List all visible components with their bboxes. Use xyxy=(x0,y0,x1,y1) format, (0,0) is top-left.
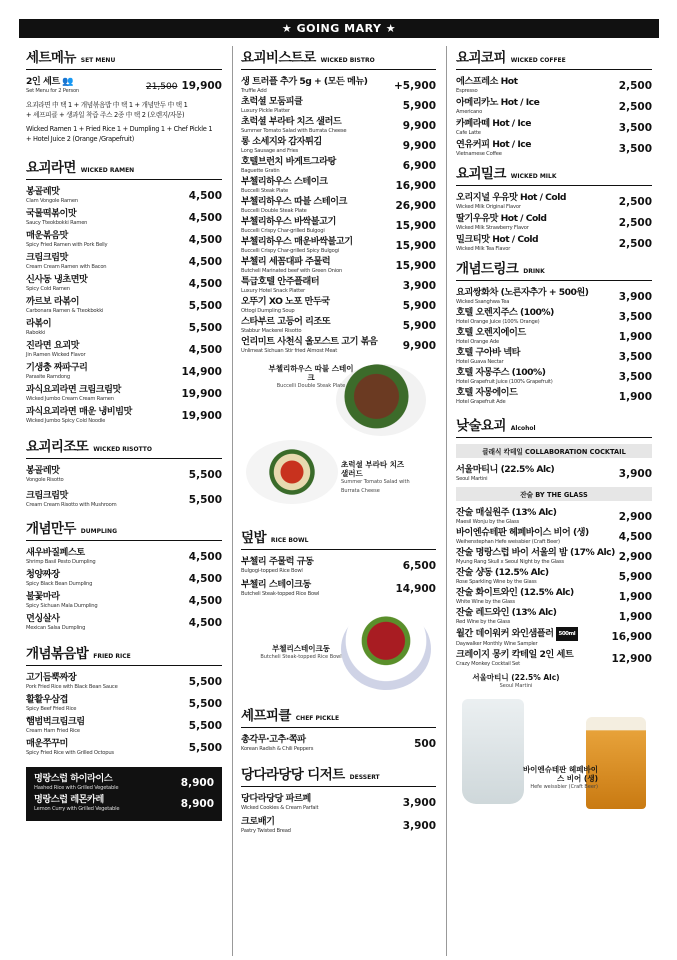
item-price: 15,900 xyxy=(395,260,436,272)
item-price: 6,900 xyxy=(402,160,436,172)
menu-item xyxy=(26,362,222,381)
item-price: 9,900 xyxy=(402,340,436,352)
item-price: 14,900 xyxy=(181,366,222,378)
item-price: 5,900 xyxy=(618,571,652,583)
menu-item xyxy=(456,139,652,158)
item-english-name: Wicked Cookies & Cream Parfait xyxy=(241,805,319,811)
item-english-name: Butcheli Marinated beef with Green Onion xyxy=(241,268,343,274)
item-price: 2,500 xyxy=(618,101,652,113)
item-price: 16,900 xyxy=(395,180,436,192)
item-price: 4,500 xyxy=(188,212,222,224)
item-price: 1,900 xyxy=(618,331,652,343)
item-name: 햄범벅크림크림 xyxy=(26,716,85,727)
item-name: 라볶이 xyxy=(26,318,52,329)
item-price: 3,900 xyxy=(402,797,436,809)
item-price: 5,500 xyxy=(188,698,222,710)
risotto-section: 요괴리조또 WICKED RISOTTO 봉골레맛 Vongole Risotto 5,500 크림크림맛 Cream Cream Risotto with Mushroom 5,500 xyxy=(26,435,222,509)
item-name: 과식요괴라면 크림크림맛 xyxy=(26,384,121,395)
item-name: 특급호텔 안주플래터 xyxy=(241,276,320,287)
item-english-name: Baguette Gratin xyxy=(241,168,280,174)
item-english-name: Carbonara Ramen & Tteokbokki xyxy=(26,308,104,314)
item-name: 부첼리 스테이크동 xyxy=(241,579,311,590)
item-price: 14,900 xyxy=(395,583,436,595)
item-name: 잔술 레드와인 (13% Alc) xyxy=(456,607,557,618)
item-price: 5,500 xyxy=(188,494,222,506)
menu-item xyxy=(456,327,652,346)
item-price: 5,900 xyxy=(402,100,436,112)
menu-item xyxy=(26,591,222,610)
item-name: 오리지널 우유맛 Hot / Cold xyxy=(456,192,566,203)
menu-item xyxy=(456,213,652,232)
item-price: 19,900 xyxy=(181,410,222,422)
item-price: 9,900 xyxy=(402,140,436,152)
item-english-name: Clam Vongole Ramen xyxy=(26,198,78,204)
menu-item xyxy=(456,192,652,211)
item-name: 부첼리 세꼼대파 주물럭 xyxy=(241,256,331,267)
menu-item xyxy=(241,216,436,235)
item-price: 1,900 xyxy=(618,611,652,623)
menu-item xyxy=(456,234,652,253)
item-name: 호텔 자몽주스 (100%) xyxy=(456,367,546,378)
item-price: 3,900 xyxy=(618,468,652,480)
set-description: 요괴라면 中 택 1 + 개념볶음밥 中 택 1 + 개념만두 中 택 1 + 셰프피클 + 생과일 착즙 주스 2종 中 택 2 (오렌지/자몽) Wicked Ramen 1 + Fried Rice 1 + Dumpling 1 + Chef Pickle 1 + Hotel Juice 2 (Orange /Grapefruit) xyxy=(26,101,213,143)
menu-item xyxy=(26,613,222,632)
menu-item xyxy=(26,569,222,588)
item-price: 5,500 xyxy=(188,676,222,688)
menu-item xyxy=(456,464,652,483)
column-left xyxy=(26,46,222,821)
item-name: 서울마티니 (22.5% Alc) xyxy=(456,464,555,475)
item-english-name: Crazy Monkey Cocktail Set xyxy=(456,661,520,667)
item-english-name: Wicked Milk Original Flavor xyxy=(456,204,521,210)
menu-item xyxy=(241,76,436,95)
item-name: 크림크림맛 xyxy=(26,490,68,501)
martini-glass-photo xyxy=(462,699,524,804)
item-name: 호텔 자몽에이드 xyxy=(456,387,518,398)
item-english-name: Wicked Milk Strawberry Flavor xyxy=(456,225,529,231)
item-english-name: Cafe Latte xyxy=(456,130,481,136)
item-name: 매운볶음맛 xyxy=(26,230,68,241)
menu-item xyxy=(26,672,222,691)
item-name: 불꽃마라 xyxy=(26,591,60,602)
item-name: 카페라떼 Hot / Ice xyxy=(456,118,531,129)
menu-item: 2인 세트 👥 Set Menu for 2 Person 21,500 19,900 xyxy=(26,76,222,94)
menu-item xyxy=(34,773,214,792)
menu-item xyxy=(26,716,222,735)
item-name: 과식요괴라면 매운 냉비빔맛 xyxy=(26,406,132,417)
column-right xyxy=(456,46,652,809)
item-english-name: Mexican Salsa Dumpling xyxy=(26,625,86,631)
item-name: 뎐싱살사 xyxy=(26,613,60,624)
menu-item xyxy=(456,287,652,306)
menu-item xyxy=(456,507,652,526)
item-english-name: Weihenstephan Hefe weissbier (Craft Beer) xyxy=(456,539,560,545)
item-name: 크로배기 xyxy=(241,816,275,827)
header-bar xyxy=(19,19,659,38)
item-price: 4,500 xyxy=(188,551,222,563)
item-name: 매운쭈꾸미 xyxy=(26,738,68,749)
item-price: 3,900 xyxy=(402,820,436,832)
item-name: 명랑스럽 하이라이스 xyxy=(34,773,113,784)
menu-item xyxy=(26,186,222,205)
item-name: 국물떡볶이맛 xyxy=(26,208,77,219)
item-english-name: Luxury Pickle Platter xyxy=(241,108,290,114)
drink-section: 개념드링크 DRINK 요괴쌍화차 (노른자추가 + 500원) Wicked Ssanghwa Tea 3,900 호텔 오렌지주스 (100%) Hotel Orange Juice (100% Orange) 3,500 호텔 오렌지에이드 Hotel Orange Ade 1,900 호텔 구아바 넥타 Hotel Guava Nectar 3,500 호텔 자몽주스 (100%) Hotel Grapefruit Juice (100% Grapefruit) 3,500 호텔 자몽에이드 Hotel Grapefruit Ade 1,900 xyxy=(456,257,652,406)
item-english-name: Myung Rang Skull x Seoul Night by the Glass xyxy=(456,559,564,565)
menu-item xyxy=(241,336,436,355)
item-english-name: Spicy Beef Fried Rice xyxy=(26,706,77,712)
item-name: 새우바질페스토 xyxy=(26,547,85,558)
item-price: 4,500 xyxy=(618,531,652,543)
item-english-name: Spicy Fried Rice with Grilled Octopus xyxy=(26,750,114,756)
item-english-name: Seoul Martini xyxy=(456,476,488,482)
item-name: 까르보 라볶이 xyxy=(26,296,79,307)
item-english-name: Spicy Cold Ramen xyxy=(26,286,70,292)
item-english-name: Spicy Sichuan Mala Dumpling xyxy=(26,603,98,609)
menu-item xyxy=(456,76,652,95)
item-price: 5,500 xyxy=(188,300,222,312)
item-english-name: Wicked Ssanghwa Tea xyxy=(456,299,510,305)
item-name: 바이엔슈테판 헤페바이스 비어 (생) xyxy=(456,527,589,538)
item-price: 2,900 xyxy=(618,511,652,523)
item-price: 3,500 xyxy=(618,371,652,383)
item-english-name: Wicked Jumbo Spicy Cold Noodle xyxy=(26,418,106,424)
item-price: 4,500 xyxy=(188,617,222,629)
menu-item xyxy=(26,318,222,337)
rice-bowl-photo-area: 부첼리스테이크동 Butcheli Steak-topped Rice Bowl xyxy=(241,602,436,702)
menu-item xyxy=(456,627,652,648)
menu-item xyxy=(241,116,436,135)
menu-item xyxy=(456,527,652,546)
set-menu-section xyxy=(26,46,222,144)
divider xyxy=(232,46,233,956)
item-english-name: Buccelli Crispy Char-grilled Bulgogi xyxy=(241,228,325,234)
menu-item xyxy=(456,607,652,626)
item-english-name: Red Wine by the Glass xyxy=(456,619,511,625)
menu-item xyxy=(26,738,222,757)
item-price: 8,900 xyxy=(180,777,214,789)
chef-pickle-section: 셰프피클 CHEF PICKLE 총각무·고추·쪽파 Korean Radish & Chili Peppers 500 xyxy=(241,704,436,753)
item-name: 봉골레맛 xyxy=(26,186,60,197)
menu-item xyxy=(26,296,222,315)
item-english-name: Hotel Grapefruit Juice (100% Grapefruit) xyxy=(456,379,553,385)
item-name: 호텔 구아바 넥타 xyxy=(456,347,521,358)
item-name: 잔술 명랑스럽 바이 서울의 밤 (17% Alc) xyxy=(456,547,615,558)
item-name: 활활우삼겹 xyxy=(26,694,68,705)
item-name: 부첼리 주물럭 규동 xyxy=(241,556,314,567)
menu-item xyxy=(241,196,436,215)
menu-item xyxy=(241,236,436,255)
item-name: 명랑스럽 레몬카레 xyxy=(34,794,104,805)
item-english-name: Korean Radish & Chili Peppers xyxy=(241,746,314,752)
item-english-name: Butcheli Steak-topped Rice Bowl xyxy=(241,591,320,597)
menu-item xyxy=(456,547,652,566)
item-name: 부첼리하우스 매운바싹불고기 xyxy=(241,236,353,247)
menu-item xyxy=(241,579,436,598)
column-middle xyxy=(241,46,436,839)
item-english-name: Spicy Fried Ramen with Pork Belly xyxy=(26,242,108,248)
bowl-photo xyxy=(341,608,431,690)
item-name: 잔술 매실원주 (13% Alc) xyxy=(456,507,557,518)
item-price: 3,500 xyxy=(618,311,652,323)
menu-item xyxy=(26,547,222,566)
bistro-section: 요괴비스트로 WICKED BISTRO 생 트러플 추가 5g + (모든 메뉴) Truffle Add +5,900 초럭셜 모둠피클 Luxury Pickle Platter 5,900 초럭셜 부라타 치즈 샐러드 Summer Tomato Salad with Burrata Cheese 9,900 롱 소세지와 감자튀김 Long Sausage and Fries 9,900 호텔브런치 바게트그라탕 Baguette Gratin 6,900 부첼리하우스 스테이크 Buccelli Steak Plate 16,900 부첼리하우스 따블 스테이크 Buccelli Double Steak Plate 26,900 부첼리하우스 바싹불고기 Buccelli Crispy Char-grilled Bulgogi 15,900 부첼리하우스 매운바싹불고기 Buccelli Crispy Char-grilled Spicy Bulgogi 15,900 부첼리 세꼼대파 주물럭 Butcheli Marinated beef with Green Onion 15,900 특급호텔 안주플래터 Luxury Hotel Snack Platter 3,900 오뚜기 XO 노포 만두국 Ottogi Dumpling Soup 5,900 스타부르 고등어 리조또 Stabbur Mackerel Risotto 5,900 언리미트 사천식 올모스트 고기 볶음 Unlimeat Sichuan Stir fried Almost Meat 9,900 부첼리하우스 따블 스테이크 Buccelli Double Steak Plate 초럭셜 부라타 치즈 샐러드 Summer Tomato Salad with Burrata Cheese xyxy=(241,46,436,526)
item-price: 2,500 xyxy=(618,80,652,92)
item-english-name: Saucy Tteokbokki Ramen xyxy=(26,220,88,226)
salad-photo xyxy=(246,440,338,504)
item-price: 4,500 xyxy=(188,278,222,290)
item-name: 초럭셜 모둠피클 xyxy=(241,96,303,107)
item-price: 1,900 xyxy=(618,391,652,403)
item-price: 4,500 xyxy=(188,256,222,268)
item-english-name: White Wine by the Glass xyxy=(456,599,515,605)
dessert-section: 당다라당당 디저트 DESSERT 당다라당당 파르페 Wicked Cookies & Cream Parfait 3,900 크로배기 Pastry Twisted Bread 3,900 xyxy=(241,763,436,835)
ramen-section: 요괴라면 WICKED RAMEN 봉골레맛 Clam Vongole Ramen 4,500 국물떡볶이맛 Saucy Tteokbokki Ramen 4,500 매운볶음맛 Spicy Fried Ramen with Pork Belly 4,500 크림크림맛 Cream Cream Ramen with Bacon 4,500 신사동 냉초면맛 Spicy Cold Ramen 4,500 까르보 라볶이 Carbonara Ramen & Tteokbokki 5,500 라볶이 Rabokki 5,500 진라면 요괴맛 Jin Ramen Wicked Flavor 4,500 기생충 짜파구리 Parasite Ramdong 14,900 과식요괴라면 크림크림맛 Wicked Jumbo Cream Cream Ramen 19,900 과식요괴라면 매운 냉비빔맛 Wicked Jumbo Spicy Cold Noodle 19,900 xyxy=(26,156,222,425)
item-price: 9,900 xyxy=(402,120,436,132)
item-name: 기생충 짜파구리 xyxy=(26,362,88,373)
item-name: 언리미트 사천식 올모스트 고기 볶음 xyxy=(241,336,378,347)
menu-item xyxy=(241,556,436,575)
item-price: 4,500 xyxy=(188,595,222,607)
item-price: 2,500 xyxy=(618,217,652,229)
menu-item xyxy=(26,694,222,713)
item-name: 부첼리하우스 스테이크 xyxy=(241,176,328,187)
item-price: 3,500 xyxy=(618,122,652,134)
item-price: 5,500 xyxy=(188,720,222,732)
menu-item xyxy=(241,136,436,155)
item-price: 4,500 xyxy=(188,190,222,202)
item-name: 크레이지 몽키 칵테일 2인 세트 xyxy=(456,649,574,660)
item-price: 2,500 xyxy=(618,238,652,250)
people-icon: 👥 xyxy=(62,76,74,87)
menu-item xyxy=(456,97,652,116)
menu-item xyxy=(241,816,436,835)
menu-item xyxy=(241,176,436,195)
item-price: 15,900 xyxy=(395,220,436,232)
item-name: 잔술 화이트와인 (12.5% Alc) xyxy=(456,587,574,598)
item-name: 청양짜장 xyxy=(26,569,60,580)
item-name: 롱 소세지와 감자튀김 xyxy=(241,136,322,147)
item-name: 봉골레맛 xyxy=(26,465,60,476)
item-english-name: Summer Tomato Salad with Burrata Cheese xyxy=(241,128,347,134)
item-english-name: Hotel Guava Nectar xyxy=(456,359,504,365)
item-name: 호텔 오렌지주스 (100%) xyxy=(456,307,554,318)
item-name: 생 트러플 추가 5g + (모든 메뉴) xyxy=(241,76,368,87)
item-price: 26,900 xyxy=(395,200,436,212)
item-english-name: Espresso xyxy=(456,88,478,94)
menu-item xyxy=(26,252,222,271)
dumpling-section: 개념만두 DUMPLING 새우바질페스토 Shrimp Basil Pesto Dumpling 4,500 청양짜장 Spicy Black Bean Dumpling 4,500 불꽃마라 Spicy Sichuan Mala Dumpling 4,500 뎐싱살사 Mexican Salsa Dumpling 4,500 xyxy=(26,517,222,632)
item-english-name: Vietnamese Coffee xyxy=(456,151,502,157)
item-english-name: Pork Fried Rice with Black Bean Sauce xyxy=(26,684,118,690)
beer-glass-photo xyxy=(586,717,646,809)
item-english-name: Hotel Orange Juice (100% Orange) xyxy=(456,319,540,325)
item-name: 크림크림맛 xyxy=(26,252,68,263)
item-name: 월간 데이워커 와인샘플러 xyxy=(456,628,554,639)
item-english-name: Stabbur Mackerel Risotto xyxy=(241,328,302,334)
item-price: 3,500 xyxy=(618,351,652,363)
item-price: 2,900 xyxy=(618,551,652,563)
item-name: 아메리카노 Hot / Ice xyxy=(456,97,540,108)
item-name: 총각무·고추·쪽파 xyxy=(241,734,306,745)
menu-item xyxy=(241,296,436,315)
special-box xyxy=(26,767,222,821)
fried-rice-section: 개념볶음밥 FRIED RICE 고기듬뿍짜장 Pork Fried Rice with Black Bean Sauce 5,500 활활우삼겹 Spicy Beef Fried Rice 5,500 햄범벅크림크림 Cream Ham Fried Rice 5,500 매운쭈꾸미 Spicy Fried Rice with Grilled Octopus 5,500 명랑스럽 하이라이스 Hashed Rice with Grilled Vegetable 8,900 명랑스럽 레몬카레 Lemon Curry with Grilled Vegetable 8,900 xyxy=(26,642,222,821)
item-english-name: Daywalker Monthly Wine Sampler xyxy=(456,641,538,647)
item-english-name: Pastry Twisted Bread xyxy=(241,828,291,834)
item-english-name: Wicked Jumbo Cream Cream Ramen xyxy=(26,396,114,402)
item-name: 요괴쌍화차 (노른자추가 + 500원) xyxy=(456,287,589,298)
item-english-name: Hotel Grapefruit Ade xyxy=(456,399,506,405)
item-price: +5,900 xyxy=(393,80,436,92)
item-price: 5,500 xyxy=(188,742,222,754)
item-english-name: Ottogi Dumpling Soup xyxy=(241,308,295,314)
item-price: 4,500 xyxy=(188,344,222,356)
item-english-name: Truffle Add xyxy=(241,88,267,94)
item-name: 호텔 오렌지에이드 xyxy=(456,327,526,338)
menu-item xyxy=(456,367,652,386)
item-english-name: Buccelli Double Steak Plate xyxy=(241,208,307,214)
item-name: 딸기우유맛 Hot / Cold xyxy=(456,213,547,224)
item-name: 호텔브런치 바게트그라탕 xyxy=(241,156,336,167)
item-name: 고기듬뿍짜장 xyxy=(26,672,77,683)
cocktail-band: 클래식 칵테일 COLLABORATION COCKTAIL xyxy=(456,444,652,458)
menu-item xyxy=(241,96,436,115)
item-english-name: Long Sausage and Fries xyxy=(241,148,299,154)
item-name: 에스프레소 Hot xyxy=(456,76,518,87)
header-title: ★ GOING MARY ★ xyxy=(281,22,397,35)
item-english-name: Wicked Milk Tea Flavor xyxy=(456,246,511,252)
menu-item xyxy=(456,587,652,606)
item-price: 8,900 xyxy=(180,798,214,810)
menu-item xyxy=(26,406,222,425)
item-price: 3,900 xyxy=(402,280,436,292)
item-english-name: Lemon Curry with Grilled Vegetable xyxy=(34,806,120,812)
item-price: 4,500 xyxy=(188,573,222,585)
menu-item xyxy=(26,274,222,293)
item-price: 1,900 xyxy=(618,591,652,603)
glass-band: 잔술 BY THE GLASS xyxy=(456,487,652,501)
menu-item xyxy=(456,118,652,137)
item-name: 2인 세트 👥 xyxy=(26,76,74,87)
divider xyxy=(446,46,447,956)
item-price: 21,500 19,900 xyxy=(145,80,222,92)
bistro-photos: 부첼리하우스 따블 스테이크 Buccelli Double Steak Plate 초럭셜 부라타 치즈 샐러드 Summer Tomato Salad with Burrata Cheese xyxy=(241,356,436,526)
alcohol-section: 낮술요괴 Alcohol 클래식 칵테일 COLLABORATION COCKTAIL 서울마티니 (22.5% Alc) Seoul Martini 3,900 잔술 BY THE GLASS 잔술 매실원주 (13% Alc) Maesil Wonju by the Glass 2,900 바이엔슈테판 헤페바이스 비어 (생) Weihenstephan Hefe weissbier (Craft Beer) 4,500 잔술 명랑스럽 바이 서울의 밤 (17% Alc) Myung Rang Skull x Seoul Night by the Glass 2,900 잔술 샹동 (12.5% Alc) Rose Sparkling Wine by the Glass 5,900 잔술 화이트와인 (12.5% Alc) White Wine by the Glass 1,900 잔술 레드와인 (13% Alc) Red Wine by the Glass 1,900 월간 데이워커 와인샘플러 500ml Daywalker Monthly Wine Sampler 16,900 크레이지 몽키 칵테일 2인 세트 Crazy Monkey Cocktail Set 12,900 서울마티니 (22.5% Alc) Seoul Martini 바이엔슈테판 헤페바이스 비어 (생) Hefe weissbier (Craft Beer) xyxy=(456,414,652,809)
item-english-name: Cream Cream Risotto with Mushroom xyxy=(26,502,117,508)
item-english-name: Buccelli Steak Plate xyxy=(241,188,289,194)
menu-item xyxy=(241,256,436,275)
item-english-name: Cream Cream Ramen with Bacon xyxy=(26,264,107,270)
item-english-name: Parasite Ramdong xyxy=(26,374,70,380)
menu-item xyxy=(26,340,222,359)
item-name: 스타부르 고등어 리조또 xyxy=(241,316,331,327)
item-price: 16,900 xyxy=(611,631,652,643)
item-price: 5,500 xyxy=(188,469,222,481)
menu-item xyxy=(241,276,436,295)
menu-item xyxy=(26,490,222,509)
item-price: 5,900 xyxy=(402,300,436,312)
item-name: 신사동 냉초면맛 xyxy=(26,274,88,285)
drink-photos: 서울마티니 (22.5% Alc) Seoul Martini 바이엔슈테판 헤페바이스 비어 (생) Hefe weissbier (Craft Beer) xyxy=(456,669,652,809)
item-price: 3,500 xyxy=(618,143,652,155)
item-english-name: Cream Ham Fried Rice xyxy=(26,728,80,734)
menu-item xyxy=(26,230,222,249)
item-price: 500 xyxy=(414,738,436,750)
item-english-name: Luxury Hotel Snack Platter xyxy=(241,288,305,294)
item-price: 15,900 xyxy=(395,240,436,252)
item-english-name: Rose Sparkling Wine by the Glass xyxy=(456,579,537,585)
item-english-name: Jin Ramen Wicked Flavor xyxy=(26,352,86,358)
menu-item xyxy=(456,567,652,586)
menu-item xyxy=(456,347,652,366)
item-name: 부첼리하우스 바싹불고기 xyxy=(241,216,336,227)
item-english-name: Buccelli Crispy Char-grilled Spicy Bulgogi xyxy=(241,248,339,254)
item-name: 초럭셜 부라타 치즈 샐러드 xyxy=(241,116,342,127)
menu-item xyxy=(26,208,222,227)
item-english-name: Hashed Rice with Grilled Vegetable xyxy=(34,785,119,791)
coffee-section: 요괴코피 WICKED COFFEE 에스프레소 Hot Espresso 2,500 아메리카노 Hot / Ice Americano 2,500 카페라떼 Hot / Ice Cafe Latte 3,500 연유커피 Hot / Ice Vietnamese Coffee 3,500 xyxy=(456,46,652,158)
item-price: 6,500 xyxy=(402,560,436,572)
milk-section: 요괴밀크 WICKED MILK 오리지널 우유맛 Hot / Cold Wicked Milk Original Flavor 2,500 딸기우유맛 Hot / Cold Wicked Milk Strawberry Flavor 2,500 밀크티맛 Hot / Cold Wicked Milk Tea Flavor 2,500 xyxy=(456,162,652,253)
menu-item xyxy=(241,316,436,335)
old-price: 21,500 xyxy=(145,82,178,92)
menu-item xyxy=(34,794,214,813)
menu-item xyxy=(26,465,222,484)
item-name: 당다라당당 파르페 xyxy=(241,793,311,804)
menu-item xyxy=(26,384,222,403)
item-price: 19,900 xyxy=(181,388,222,400)
menu-item xyxy=(241,156,436,175)
item-english-name: Shrimp Basil Pesto Dumpling xyxy=(26,559,96,565)
item-name: 진라면 요괴맛 xyxy=(26,340,79,351)
item-english-name: Maesil Wonju by the Glass xyxy=(456,519,519,525)
menu-item xyxy=(241,734,436,753)
item-english-name: Bulgogi-topped Rice Bowl xyxy=(241,568,303,574)
item-price: 2,500 xyxy=(618,196,652,208)
item-price: 12,900 xyxy=(611,653,652,665)
menu-item xyxy=(456,387,652,406)
menu-item xyxy=(456,307,652,326)
item-english-name: Rabokki xyxy=(26,330,46,336)
volume-tag: 500ml xyxy=(556,627,579,641)
item-english-name: Spicy Black Bean Dumpling xyxy=(26,581,93,587)
item-name: 오뚜기 XO 노포 만두국 xyxy=(241,296,330,307)
section-title: 세트메뉴 SET MENU xyxy=(26,46,222,70)
item-english-name: Vongole Risotto xyxy=(26,477,64,483)
item-price: 5,900 xyxy=(402,320,436,332)
item-name: 부첼리하우스 따블 스테이크 xyxy=(241,196,347,207)
rice-bowl-section: 덮밥 RICE BOWL 부첼리 주물럭 규동 Bulgogi-topped Rice Bowl 6,500 부첼리 스테이크동 Butcheli Steak-topped Rice Bowl 14,900 부첼리스테이크동 Butcheli Steak-topped Rice Bowl xyxy=(241,526,436,702)
item-name: 잔술 샹동 (12.5% Alc) xyxy=(456,567,549,578)
item-price: 5,500 xyxy=(188,322,222,334)
item-price: 3,900 xyxy=(618,291,652,303)
item-name: 밀크티맛 Hot / Cold xyxy=(456,234,539,245)
menu-item xyxy=(456,649,652,668)
item-english-name: Unlimeat Sichuan Stir fried Almost Meat xyxy=(241,348,338,354)
item-name: 연유커피 Hot / Ice xyxy=(456,139,531,150)
menu-item xyxy=(241,793,436,812)
item-english-name: Americano xyxy=(456,109,483,115)
item-price: 4,500 xyxy=(188,234,222,246)
item-english-name: Hotel Orange Ade xyxy=(456,339,499,345)
